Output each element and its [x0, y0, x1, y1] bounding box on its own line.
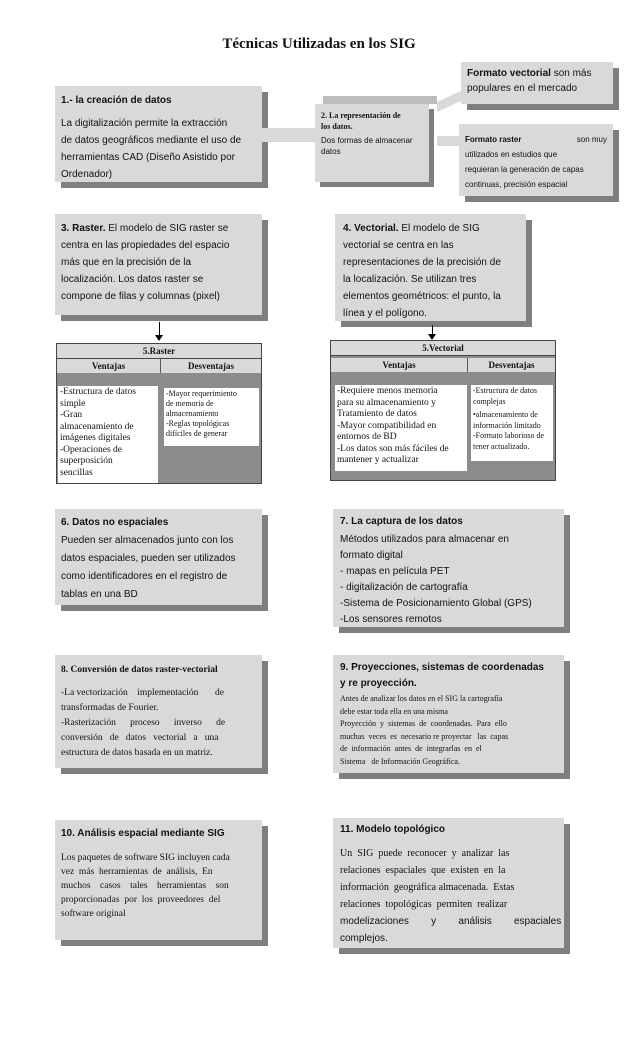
table-line: información limitado [473, 420, 541, 430]
text-line: de información antes de integrarlas en el [340, 744, 482, 753]
table-line: -Reglas topológicas [166, 419, 230, 428]
table-line: almacenamiento [166, 409, 219, 418]
table-line: tener actualizado. [473, 441, 530, 451]
table-header: Desventajas [161, 359, 261, 373]
table-header: Ventajas [57, 359, 161, 373]
text-line: elementos geométricos: el punto, la [343, 291, 501, 302]
text-line: representaciones de la precisión de [343, 257, 501, 268]
table-line: -Gran [60, 410, 83, 420]
box-heading: y re proyección. [340, 678, 417, 689]
format-label: Formato vectorial [467, 68, 551, 79]
text-line: muchos casos tales herramientas son [61, 881, 229, 891]
box-topological-model [333, 818, 564, 948]
box-non-spatial-data [55, 509, 262, 605]
text-line: - digitalización de cartografía [340, 582, 468, 593]
table-title: 5.Vectorial [331, 341, 555, 356]
text-line: -Sistema de Posicionamiento Global (GPS) [340, 598, 532, 609]
box-data-capture [333, 509, 564, 627]
box-heading: 10. Análisis espacial mediante SIG [61, 828, 225, 839]
text-line: Un SIG puede reconocer y analizar las [340, 848, 510, 859]
box-heading: 9. Proyecciones, sistemas de coordenadas [340, 662, 544, 673]
text-line: como identificadores en el registro de [61, 571, 228, 582]
text-line: requieran la generación de capas [465, 165, 584, 174]
box-heading: 3. Raster. [61, 223, 106, 234]
box-data-representation [315, 96, 437, 182]
text-line: - mapas en película PET [340, 566, 450, 577]
text-line: Pueden ser almacenados junto con los [61, 535, 234, 546]
text-line: transformadas de Fourier. [61, 703, 159, 713]
box-vector-format [461, 62, 613, 104]
text-line: de datos geográficos mediante el uso de [61, 135, 242, 146]
box-raster-format [459, 124, 613, 196]
box-heading: 6. Datos no espaciales [61, 517, 169, 528]
table-line: -Formato laborioso de [473, 431, 545, 440]
text-line: debe estar toda ella en una misma [340, 706, 448, 716]
format-label: Formato raster [465, 135, 522, 144]
text-line: El modelo de SIG [398, 223, 480, 234]
text-line: herramientas CAD (Diseño Asistido por [61, 152, 235, 163]
text-line: modelizaciones y análisis espaciales [340, 916, 562, 927]
text-line: Antes de analizar los datos en el SIG la cartografía [340, 694, 503, 703]
text-line: la localización. Se utilizan tres [343, 274, 477, 285]
table-line: entornos de BD [337, 432, 397, 442]
text-line: conversión de datos vectorial a una [61, 733, 219, 743]
text-line: más que en la precisión de la [61, 257, 192, 268]
arrow-down-icon [159, 322, 160, 336]
box-raster [55, 214, 262, 315]
text-line: software original [61, 909, 126, 919]
table-line: almacenamiento de [60, 421, 134, 432]
text-line: -Los sensores remotos [340, 614, 442, 625]
text-line: Sistema de Información Geográfica. [340, 756, 460, 766]
table-line: -Estructura de datos [473, 386, 537, 395]
text-line: relaciones topológicas permiten realizar [340, 899, 508, 910]
text-line: La digitalización permite la extracción [61, 118, 228, 129]
text-line: -La vectorización implementación de [61, 688, 225, 698]
text-line: vez más herramientas de análisis, En [61, 867, 213, 877]
text-line: estructura de datos basada en un matriz. [61, 748, 213, 758]
table-line: -Los datos son más fáciles de [337, 443, 449, 454]
box-heading: los datos. [321, 122, 353, 131]
box-spatial-analysis [55, 820, 262, 940]
text-line: El modelo de SIG raster se [105, 223, 229, 234]
box-raster-vector-conversion [55, 655, 262, 768]
text-line: centra en las propiedades del espacio [61, 240, 230, 251]
table-line: superposición [60, 456, 113, 466]
connector [437, 90, 463, 112]
table-line: complejas [473, 396, 506, 406]
text-line: compone de filas y columnas (pixel) [61, 291, 220, 302]
text-line: Proyección y sistemas de coordenadas. Para ello [340, 719, 507, 728]
connector [262, 128, 317, 142]
table-title: 5.Raster [57, 344, 261, 359]
page-title: Técnicas Utilizadas en los SIG [222, 36, 416, 52]
text-line: Los paquetes de software SIG incluyen cada [61, 853, 230, 863]
text-line: datos espaciales, pueden ser utilizados [61, 553, 236, 564]
table-line: -Mayor requerimiento [166, 389, 237, 398]
box-heading: 8. Conversión de datos raster-vectorial [61, 665, 218, 675]
text-line: datos [321, 147, 341, 156]
text-line: -Rasterización proceso inverso de [61, 718, 226, 728]
box-heading: 2. La representación de [321, 111, 401, 120]
table-header: Ventajas [331, 358, 468, 372]
table-line: •almacenamiento de [473, 410, 538, 419]
table-line: -Requiere menos memoria [337, 386, 438, 396]
box-vectorial [335, 214, 526, 321]
text-line: muchas veces es necesario re proyectar las capas [340, 731, 509, 741]
box-heading: 1.- la creación de datos [61, 95, 172, 106]
table-line: sencillas [60, 467, 93, 478]
box-data-creation [55, 86, 262, 182]
text-line: son muy [576, 135, 607, 144]
text-line: tablas en una BD [61, 589, 138, 600]
text-line: son más [550, 68, 592, 79]
table-line: -Estructura de datos [60, 387, 136, 397]
table-line: simple [60, 398, 86, 409]
text-line: Dos formas de almacenar [321, 136, 413, 145]
table-line: imágenes digitales [60, 433, 131, 443]
text-line: proporcionadas por los proveedores del [61, 895, 221, 905]
box-heading: 11. Modelo topológico [340, 824, 445, 835]
text-line: relaciones espaciales que existen en la [340, 865, 506, 876]
raster-table [56, 343, 262, 484]
table-cell-advantages [335, 385, 467, 471]
text-line: vectorial se centra en las [343, 240, 454, 251]
table-line: -Mayor compatibilidad en [337, 420, 437, 431]
box-heading: 4. Vectorial. [343, 223, 399, 234]
text-line: Métodos utilizados para almacenar en [340, 534, 509, 545]
text-line: Ordenador) [61, 169, 113, 180]
text-line: localización. Los datos raster se [61, 274, 204, 285]
text-line: utilizados en estudios que [465, 150, 558, 159]
table-line: -Operaciones de [60, 444, 122, 455]
box-heading: 7. La captura de los datos [340, 516, 463, 527]
table-line: Tratamiento de datos [337, 409, 417, 419]
table-cell-advantages [58, 386, 158, 483]
text-line: complejos. [340, 933, 388, 944]
vector-table [330, 340, 556, 481]
table-cell-disadvantages [471, 385, 553, 461]
table-header: Desventajas [468, 358, 555, 372]
table-line: mantener y actualizar [337, 455, 419, 465]
text-line: información geográfica almacenada. Estas [340, 882, 515, 893]
table-cell-disadvantages [164, 388, 259, 446]
table-line: para su almacenamiento y [337, 397, 436, 408]
text-line: formato digital [340, 550, 403, 561]
table-line: de memoria de [166, 399, 214, 408]
text-line: continuas, precisión espacial [465, 180, 568, 189]
text-line: línea y el polígono. [343, 308, 427, 319]
arrow-down-icon [432, 325, 433, 335]
text-line: populares en el mercado [467, 83, 578, 94]
table-line: difíciles de generar [166, 429, 228, 438]
box-projections [333, 655, 564, 773]
